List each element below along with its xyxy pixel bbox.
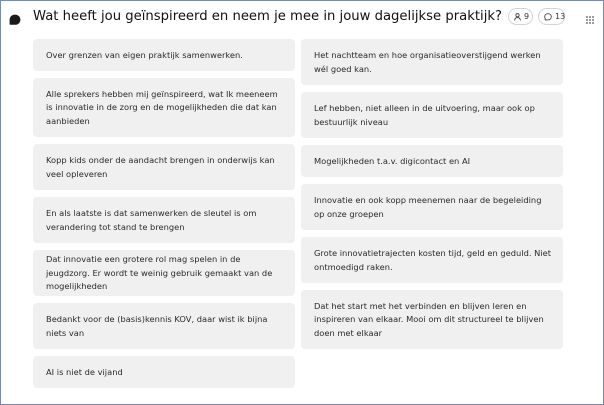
- person-icon: [514, 13, 521, 21]
- question-title: Wat heeft jou geïnspireerd en neem je mee in jouw dagelijkse praktijk?: [33, 9, 502, 24]
- comment-icon: [544, 13, 552, 21]
- response-card: Over grenzen van eigen praktijk samenwerken.: [33, 39, 295, 71]
- speech-bubble-icon: [9, 11, 21, 23]
- participants-badge[interactable]: [508, 8, 533, 25]
- response-card: Innovatie en ook kopp meenemen naar de begeleiding op onze groepen: [301, 184, 563, 230]
- response-card: Bedankt voor de (basis)kennis KOV, daar wist ik bijna niets van: [33, 303, 295, 349]
- responses-count: 13: [555, 12, 566, 21]
- responses-column-left: [33, 39, 295, 388]
- response-card: Dat innovatie een grotere rol mag spelen in de jeugdzorg. Er wordt te weinig gebruik gemaakt van de mogelijkheden: [33, 250, 295, 296]
- more-dots-icon[interactable]: [585, 10, 595, 20]
- response-card: Alle sprekers hebben mij geïnspireerd, wat Ik meeneem is innovatie in de zorg en de mogelijkheden die dat kan aanbieden: [33, 78, 295, 137]
- response-card: Mogelijkheden t.a.v. digicontact en AI: [301, 145, 563, 177]
- responses-column-right: [301, 39, 563, 349]
- response-card: Lef hebben, niet alleen in de uitvoering, maar ook op bestuurlijk niveau: [301, 92, 563, 138]
- response-card: AI is niet de vijand: [33, 356, 295, 388]
- response-card: Kopp kids onder de aandacht brengen in onderwijs kan veel opleveren: [33, 144, 295, 190]
- response-card: Grote innovatietrajecten kosten tijd, geld en geduld. Niet ontmoedigd raken.: [301, 237, 563, 283]
- response-card: En als laatste is dat samenwerken de sleutel is om verandering tot stand te brengen: [33, 197, 295, 243]
- participants-count: 9: [524, 12, 530, 21]
- responses-badge[interactable]: [538, 8, 565, 25]
- response-card: Dat het start met het verbinden en blijven leren en inspireren van elkaar. Mooi om dit structureel te blijven doen met elkaar: [301, 290, 563, 349]
- question-header: [1, 1, 603, 33]
- response-card: Het nachtteam en hoe organisatieoverstijgend werken wél goed kan.: [301, 39, 563, 85]
